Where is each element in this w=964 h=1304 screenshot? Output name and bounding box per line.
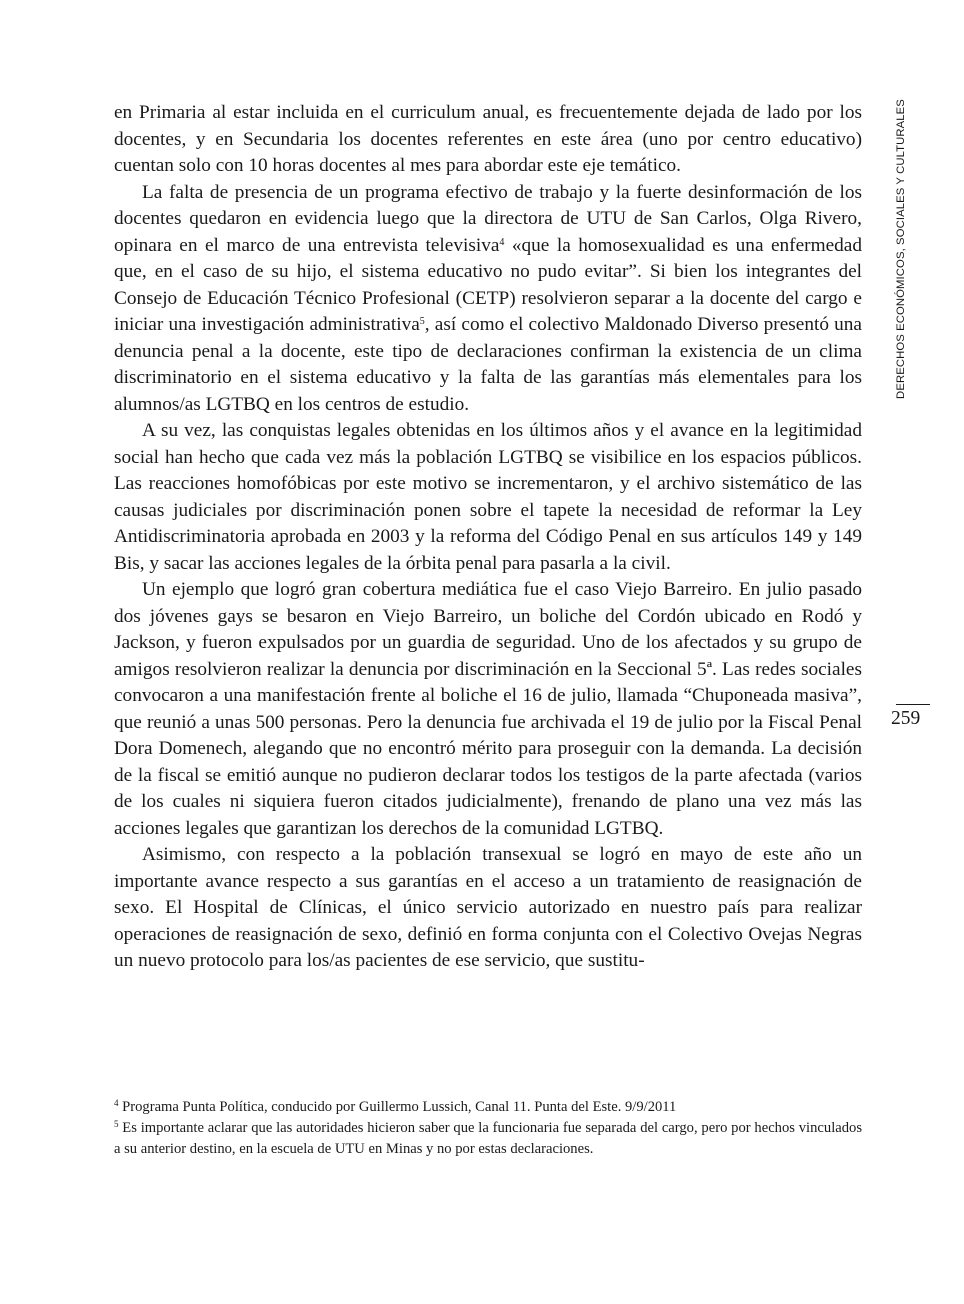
footnote-reference: 4 (499, 236, 505, 248)
footnote-mark: 4 (114, 1098, 119, 1108)
paragraph (114, 418, 862, 577)
paragraph-text: Un ejemplo que logró gran cobertura mediática fue el caso Viejo Barreiro. En julio pasado dos jóvenes gays se besaron en Viejo Barreiro, un boliche del Cordón ubicado en Rodó y Jackson, y fueron expulsados por un guardia de seguridad. Uno de los afectados y su grupo de amigos resolvieron realizar la denuncia por discriminación en la Seccional 5ª. Las redes sociales convocaron a una manifestación frente al boliche el 16 de julio, llamada “Chuponeada masiva”, que reunió a unas 500 personas. Pero la denuncia fue archivada el 19 de julio por la Fiscal Penal Dora Domenech, alegando que no encontró mérito para proseguir con la demanda. La decisión de la fiscal se emitió aunque no pudieron declarar todos los testigos de la parte afectada (varios de los cuales ni siquiera fueron citados judicialmente), frenando de plano una vez más las acciones legales que garantizan los derechos de la comunidad LGTBQ. (114, 579, 862, 839)
footnote-text: Es importante aclarar que las autoridades hicieron saber que la funcionaria fue separada del cargo, pero por hechos vinculados a su anterior destino, en la escuela de UTU en Minas y no por estas declaraciones. (114, 1120, 862, 1157)
paragraph-text: A su vez, las conquistas legales obtenidas en los últimos años y el avance en la legitimidad social han hecho que cada vez más la población LGTBQ se visibilice en los espacios públicos. Las reacciones homofóbicas por este motivo se incrementaron, y el archivo sistemático de las causas judiciales por discriminación ponen sobre el tapete la necesidad de reformar la Ley Antidiscriminatoria aprobada en 2003 y la reforma del Código Penal en sus artículos 149 y 149 Bis, y sacar las acciones legales de la órbita penal para pasarla a la civil. (114, 420, 862, 574)
page-number-rule (896, 704, 930, 705)
footnote (114, 1118, 862, 1160)
paragraph-text: en Primaria al estar incluida en el curriculum anual, es frecuentemente dejada de lado por los docentes, y en Secundaria los docentes referentes en este área (uno por centro educativo) cuentan solo con 10 horas docentes al mes para abordar este eje temático. (114, 102, 862, 176)
footnote (114, 1097, 862, 1118)
paragraph-text: «que la homosexualidad es una enfermedad que, en el caso de su hijo, el sistema educativo no pudo evitar”. Si bien los integrantes del Consejo de Educación Técnico Profesional (CETP) resolvieron separar a la docente del cargo e iniciar una investigación administrativa (114, 234, 862, 335)
paragraph-text: , así como el colectivo Maldonado Diverso presentó una denuncia penal a la docente, este tipo de declaraciones confirman la existencia de un clima discriminatorio en el sistema educativo y la falta de las garantías más elementales para los alumnos/as LGTBQ en los centros de estudio. (114, 314, 862, 415)
paragraph (114, 577, 862, 842)
footnote-mark: 5 (114, 1119, 119, 1129)
body-text (114, 100, 862, 975)
footnote-reference: 5 (419, 316, 425, 327)
footnotes (114, 1097, 862, 1160)
paragraph (114, 842, 862, 975)
page-number: 259 (891, 708, 921, 729)
running-header-section-title: DERECHOS ECONÓMICOS, SOCIALES Y CULTURALES (895, 99, 907, 399)
paragraph (114, 180, 862, 419)
paragraph (114, 100, 862, 180)
paragraph-text: Asimismo, con respecto a la población transexual se logró en mayo de este año un importante avance respecto a sus garantías en el acceso a un tratamiento de reasignación de sexo. El Hospital de Clínicas, el único servicio autorizado en nuestro país para realizar operaciones de reasignación de sexo, definió en forma conjunta con el Colectivo Ovejas Negras un nuevo protocolo para los/as pacientes de ese servicio, que sustitu- (114, 844, 862, 971)
paragraph-text: La falta de presencia de un programa efectivo de trabajo y la fuerte desinformación de los docentes quedaron en evidencia luego que la directora de UTU de San Carlos, Olga Rivero, opinara en el marco de una entrevista televisiva (114, 181, 862, 256)
footnote-text: Programa Punta Política, conducido por Guillermo Lussich, Canal 11. Punta del Este. 9/9/2011 (118, 1099, 677, 1115)
